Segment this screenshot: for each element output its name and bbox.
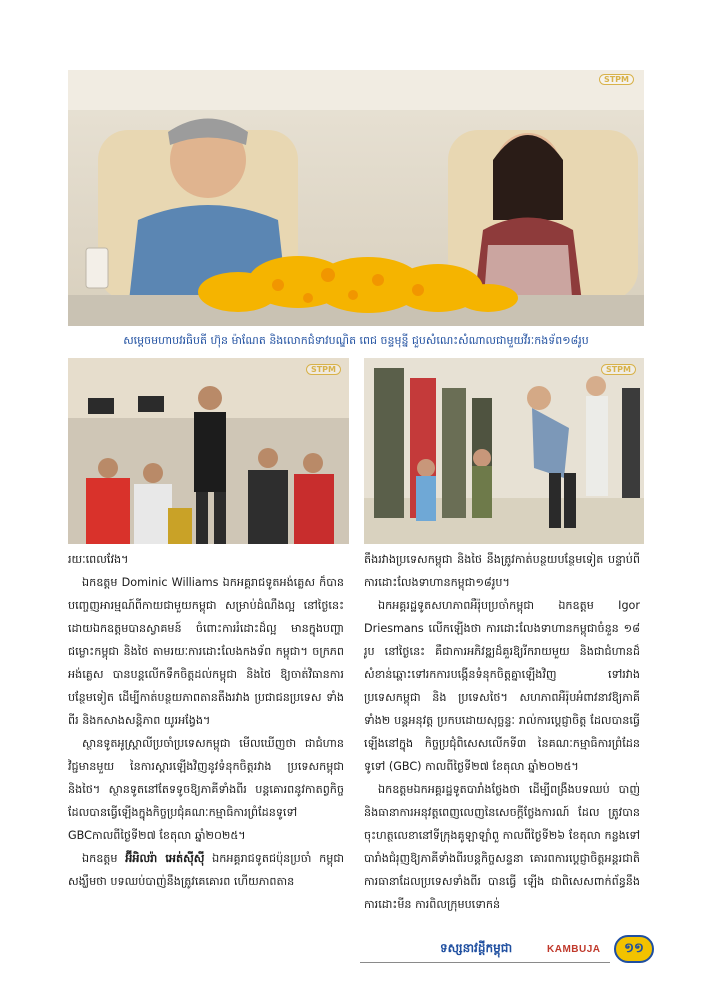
main-photo bbox=[68, 70, 644, 326]
page-number: ១១ bbox=[614, 935, 654, 963]
photo-caption: សម្តេចមហាបវរធិបតី ហ៊ុន ម៉ាណែត និងលោកជំទាវបណ្ឌិត ពេជ ចន្ទមុន្នី ជួបសំណេះសំណាលជាមួយវីរៈកងទ័ព១៨រូប bbox=[68, 327, 644, 355]
footer-divider bbox=[360, 962, 610, 963]
photo-watermark: STPM bbox=[306, 364, 341, 375]
right-photo bbox=[364, 358, 644, 544]
magazine-brand: KAMBUJA bbox=[547, 944, 601, 955]
main-photo-illustration bbox=[68, 70, 644, 326]
paragraph-text: ឯកអគ្គរាជទូតជប៉ុនប្រចាំ កម្ពុជាសង្ឃឹមថា បទឈប់បាញ់នឹងត្រូវគេគោរព ហើយភាពតាន bbox=[68, 852, 344, 888]
article-column-left bbox=[68, 548, 344, 938]
photo-watermark: STPM bbox=[601, 364, 636, 375]
paragraph: រយៈពេលវែង។ bbox=[68, 553, 129, 566]
article-column-right bbox=[364, 548, 640, 938]
left-photo-illustration bbox=[68, 358, 349, 544]
paragraph: ឯកឧត្តម Dominic Williams ឯកអគ្គរាជទូតអង់គ្លេស ក៏បានបញ្ចេញអារម្មណ៍ពីកាយជាមួយកម្ពុជា សម្រាប់ដំណឹងល្អ នៅថ្ងៃនេះ ដោយឯកឧត្តមបានស្វាគមន៍ ចំពោះការរំដោះដ៏ល្អ មានក្នុងបញ្ហាជម្លោះកម្ពុជា និងថៃ តាមរយៈការដោះលែងកងទ័ព កម្ពុជា។ ចក្រភពអង់គ្លេស បានបន្តលើកទឹកចិត្តដល់កម្ពុជា និងថៃ ឱ្យចាត់វិធានការបន្ថែមទៀត ដើម្បីកាត់បន្ថយភាពតានតឹងរវាង ប្រជាជនប្រទេស ទាំងពីរ និងកសាងសន្តិភាព យូរអង្វែង។ bbox=[68, 576, 344, 727]
paragraph: ឯកឧត្តមឯកអគ្គរដ្ឋទូតបារាំងថ្លែងថា ដើម្បីពង្រឹងបទឈប់ បាញ់ និងធានាការអនុវត្តពេញលេញនៃសេចក្តីថ្លែងការណ៍ ដែល ត្រូវបានចុះហត្ថលេខានៅទីក្រុងគូឡាឡាំពួ កាលពីថ្ងៃទី២៦ ខែតុលា កន្លងទៅ បារាំងជំរុញឱ្យភាគីទាំងពីរបន្តកិច្ចសន្ទនា គោរពការប្តេជ្ញាចិត្តអន្តរជាតិការធានាដែលប្រទេសទាំងពីរ បានធ្វើ ឡើង ជាពិសេសពាក់ព័ន្ធនឹងការដោះមីន ការពិលក្រុមបទោកន់ bbox=[364, 783, 640, 911]
left-photo bbox=[68, 358, 349, 544]
ambassador-name: អ៊ីអិលរ៉ា អេត់ស៊ីស៊ី bbox=[125, 852, 205, 865]
paragraph-lead: ឯកឧត្តម bbox=[82, 852, 118, 865]
paragraph: ស្ថានទូតអូស្ត្រាលីប្រចាំប្រទេសកម្ពុជា មើលឃើញថា ជាជំហានវិជ្ជមានមួយ នៃការស្តារឡើងវិញនូវទំនុកចិត្តរវាង ប្រទេសកម្ពុជានិងថៃ។ ស្ថានទូតនៅតែទទូចឱ្យភាគីទាំងពីរ បន្តគោរពនូវកាតព្វកិច្ចដែលបានធ្វើឡើងក្នុងកិច្ចប្រជុំគណៈកម្មាធិការព្រំដែនទូទៅ GBCកាលពីថ្ងៃទី២៧ ខែតុលា ឆ្នាំ២០២៥។ bbox=[68, 737, 344, 842]
paragraph: តឹងរវាងប្រទេសកម្ពុជា និងថៃ នឹងត្រូវកាត់បន្ថយបន្ថែមទៀត បន្ទាប់ពីការដោះលែងទាហានកម្ពុជា១៨រូប។ bbox=[364, 553, 640, 589]
photo-watermark: STPM bbox=[599, 74, 634, 85]
magazine-title: ទស្សនាវដ្តីកម្ពុជា bbox=[440, 941, 513, 955]
paragraph bbox=[68, 847, 344, 893]
right-photo-illustration bbox=[364, 358, 644, 544]
paragraph: ឯកអគ្គរដ្ឋទូតសហភាពអឺរ៉ុបប្រចាំកម្ពុជា ឯកឧត្តម Igor Driesmans លើកឡើងថា ការដោះលែងទាហានកម្ពុជាចំនួន ១៨ រូប នៅថ្ងៃនេះ គឺជាការអភិវឌ្ឍដ៏គួរឱ្យរីករាយមួយ និងជាជំហានដ៏សំខាន់ឆ្ពោះទៅរកការបង្កើនទំនុកចិត្តគ្នាឡើងវិញ ទៅរវាងប្រទេសកម្ពុជា និង ប្រទេសថៃ។ សហភាពអឺរ៉ុបអំពាវនាវឱ្យភាគីទាំង២ បន្តអនុវត្ត ប្រកបដោយសុច្ឆន្ទៈ រាល់ការប្តេជ្ញាចិត្ត ដែលបានធ្វើឡើងនៅក្នុង កិច្ចប្រជុំពិសេសលើកទី៣ នៃគណៈកម្មាធិការព្រំដែនទូទៅ (GBC) កាលពីថ្ងៃទី២៧ ខែតុលា ឆ្នាំ២០២៥។ bbox=[364, 599, 640, 773]
